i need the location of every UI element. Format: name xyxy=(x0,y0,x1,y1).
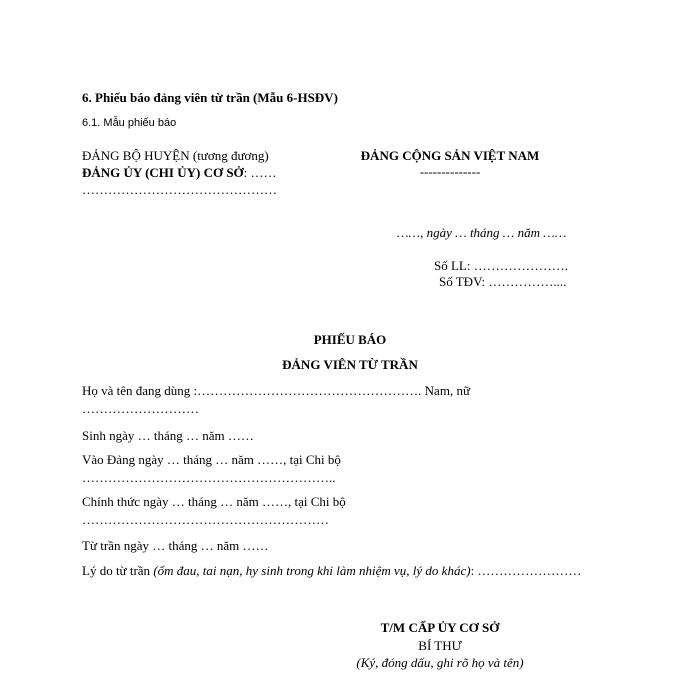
signature-instruction: (Ký, đóng dấu, ghi rõ họ và tên) xyxy=(356,655,524,670)
so-tdv: Số TĐV: …………….... xyxy=(439,274,567,289)
reason-label: Lý do từ trần xyxy=(82,563,154,578)
field-date-of-birth: Sinh ngày … tháng … năm …… xyxy=(82,428,254,443)
signature-role: BÍ THƯ xyxy=(418,638,462,653)
reason-fill: : …………………… xyxy=(470,563,582,578)
field-reason-of-death xyxy=(82,563,581,579)
party-name-title: ĐẢNG CỘNG SẢN VIỆT NAM xyxy=(360,148,540,163)
party-committee-base-suffix: : …… xyxy=(243,165,277,180)
party-committee-base-dots: ……………………………………… xyxy=(82,182,277,197)
field-join-party-continued: ………………………………………………….. xyxy=(82,470,336,485)
field-official-member-continued: ………………………………………………… xyxy=(82,512,329,527)
field-date-of-death: Từ trần ngày … tháng … năm …… xyxy=(82,538,269,553)
so-ll: Số LL: …………………. xyxy=(434,258,568,273)
form-title: PHIẾU BÁO xyxy=(313,332,387,347)
field-name-continued: ……………………… xyxy=(82,401,199,416)
form-subtitle: ĐẢNG VIÊN TỪ TRẦN xyxy=(282,357,418,372)
section-heading: 6. Phiếu báo đảng viên từ trần (Mẫu 6-HSĐV) xyxy=(82,90,338,105)
party-committee-district xyxy=(82,148,269,164)
party-committee-base xyxy=(82,165,277,181)
reason-note: (ốm đau, tai nạn, hy sinh trong khi làm nhiệm vụ, lý do khác) xyxy=(153,563,471,578)
party-committee-base-label: ĐẢNG ỦY (CHI ỦY) CƠ SỞ xyxy=(82,165,244,180)
field-official-member: Chính thức ngày … tháng … năm ……, tại Chi bộ xyxy=(82,494,346,509)
party-committee-district-suffix: (tương đương) xyxy=(189,148,269,163)
field-join-party: Vào Đảng ngày … tháng … năm ……, tại Chi bộ xyxy=(82,452,341,467)
field-name: Họ và tên đang dùng :……………………………………………. Nam, nữ xyxy=(82,383,470,398)
signature-title: T/M CẤP ỦY CƠ SỞ xyxy=(380,620,500,635)
section-subheading: 6.1. Mẫu phiếu báo xyxy=(82,117,177,129)
party-name-underline: -------------- xyxy=(419,164,481,179)
party-committee-district-label: ĐẢNG BỘ HUYỆN xyxy=(82,148,190,163)
date-line: ……, ngày … tháng … năm …… xyxy=(397,225,567,240)
